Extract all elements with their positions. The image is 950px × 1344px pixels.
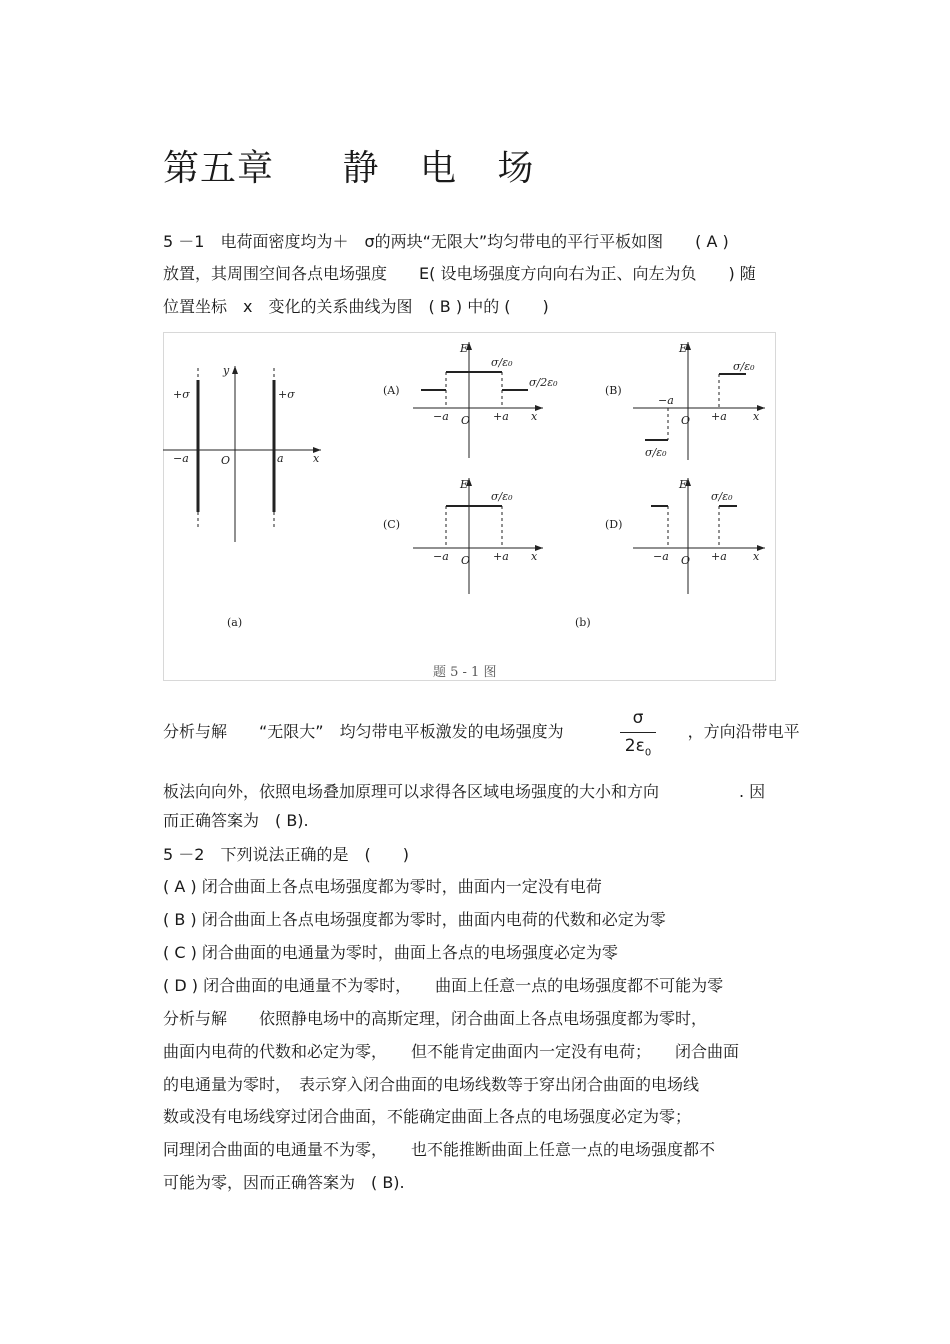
label-plus-sigma-right: +σ	[278, 388, 295, 401]
graph-D-origin: O	[681, 554, 691, 567]
a2-line-4: 数或没有电场线穿过闭合曲面，不能确定曲面上各点的电场强度必定为零；	[163, 1107, 692, 1126]
graph-A-sig-eps: σ/ε₀	[491, 356, 513, 369]
graph-B-x: x	[753, 410, 760, 423]
graph-C-sig-eps: σ/ε₀	[491, 490, 513, 503]
label-plus-sigma-left: +σ	[173, 388, 190, 401]
label-neg-a: −a	[173, 452, 189, 465]
chapter-number: 第五章	[163, 148, 275, 189]
chapter-word-1: 静	[342, 148, 380, 189]
panel-b-caption: (b)	[575, 616, 591, 629]
graph-C-pos-a: +a	[493, 550, 509, 563]
graph-A	[413, 342, 543, 458]
chapter-word-2: 电	[419, 148, 457, 189]
graph-A-origin: O	[461, 414, 471, 427]
graph-B-origin: O	[681, 414, 691, 427]
graph-D	[633, 478, 765, 594]
option-B-label: (B)	[605, 384, 622, 397]
a2-line-5: 同理闭合曲面的电通量不为零， 也不能推断曲面上任意一点的电场强度都不	[163, 1140, 716, 1159]
a1-line-2: 板法向向外，依照电场叠加原理可以求得各区域电场强度的大小和方向 . 因	[163, 782, 766, 801]
graph-B-pos-a: +a	[711, 410, 727, 423]
label-y: y	[223, 364, 230, 377]
graph-C-origin: O	[461, 554, 471, 567]
a2-line-1: 分析与解 依照静电场中的高斯定理，闭合曲面上各点电场强度都为零时，	[163, 1009, 708, 1028]
graph-C-e-label: E	[460, 478, 469, 491]
figure-caption: 题 5 - 1 图	[433, 665, 497, 680]
a1-line-3: 而正确答案为 ( B).	[163, 811, 309, 830]
graph-B-sig-eps: σ/ε₀	[733, 360, 755, 373]
field-strength-fraction	[620, 708, 656, 758]
a1-line-1-post: ，方向沿带电平	[687, 722, 800, 741]
graph-D-neg-a: −a	[653, 550, 669, 563]
label-a: a	[277, 452, 284, 465]
q2-option-c: ( C ) 闭合曲面的电通量为零时，曲面上各点的电场强度必定为零	[163, 943, 618, 962]
graph-C	[413, 478, 543, 594]
a2-line-6: 可能为零，因而正确答案为 ( B).	[163, 1173, 405, 1192]
q1-line-1: 5 －1 电荷面密度均为＋ σ的两块“无限大”均匀带电的平行平板如图 ( A )	[163, 232, 729, 251]
option-C-label: (C)	[383, 518, 400, 531]
q1-line-3: 位置坐标 x 变化的关系曲线为图 ( B ) 中的 ( )	[163, 297, 549, 316]
option-D-label: (D)	[605, 518, 623, 531]
chapter-title	[163, 140, 534, 191]
graph-B-e-label: E	[679, 342, 688, 355]
graph-C-neg-a: −a	[433, 550, 449, 563]
panel-a-caption: (a)	[227, 616, 243, 629]
graph-D-pos-a: +a	[711, 550, 727, 563]
a1-line-1	[163, 722, 800, 742]
graph-A-x: x	[531, 410, 538, 423]
option-A-label: (A)	[383, 384, 400, 397]
a2-line-2: 曲面内电荷的代数和必定为零， 但不能肯定曲面内一定没有电荷； 闭合曲面	[163, 1042, 740, 1061]
graph-B-neg-sig-eps: σ/ε₀	[645, 446, 667, 459]
q2-option-b: ( B ) 闭合曲面上各点电场强度都为零时，曲面内电荷的代数和必定为零	[163, 910, 666, 929]
figure-5-1	[163, 332, 776, 682]
label-x-a: x	[313, 452, 320, 465]
graph-A-neg-a: −a	[433, 410, 449, 423]
q2-stem: 5 －2 下列说法正确的是 ( )	[163, 845, 409, 864]
fraction-denominator: $2\varepsilon_0$	[624, 736, 652, 759]
graph-B-neg-a: −a	[658, 394, 674, 407]
a2-line-3: 的电通量为零时， 表示穿入闭合曲面的电场线数等于穿出闭合曲面的电场线	[163, 1075, 700, 1094]
graph-D-sig-eps: σ/ε₀	[711, 490, 733, 503]
q2-option-d: ( D ) 闭合曲面的电通量不为零时， 曲面上任意一点的电场强度都不可能为零	[163, 976, 724, 995]
graph-D-e-label: E	[679, 478, 688, 491]
q1-line-2: 放置，其周围空间各点电场强度 E( 设电场强度方向向右为正、向左为负 ) 随	[163, 264, 756, 283]
graph-C-x: x	[531, 550, 538, 563]
q2-option-a: ( A ) 闭合曲面上各点电场强度都为零时，曲面内一定没有电荷	[163, 877, 602, 896]
graph-A-sig-2eps: σ/2ε₀	[529, 376, 558, 389]
label-origin-a: O	[221, 454, 231, 467]
fraction-numerator: σ	[632, 708, 644, 728]
chapter-word-3: 场	[497, 148, 535, 189]
a1-line-1-pre: 分析与解 “无限大” 均匀带电平板激发的电场强度为	[163, 722, 564, 741]
graph-D-x: x	[753, 550, 760, 563]
graph-A-pos-a: +a	[493, 410, 509, 423]
graph-A-e-label: E	[460, 342, 469, 355]
